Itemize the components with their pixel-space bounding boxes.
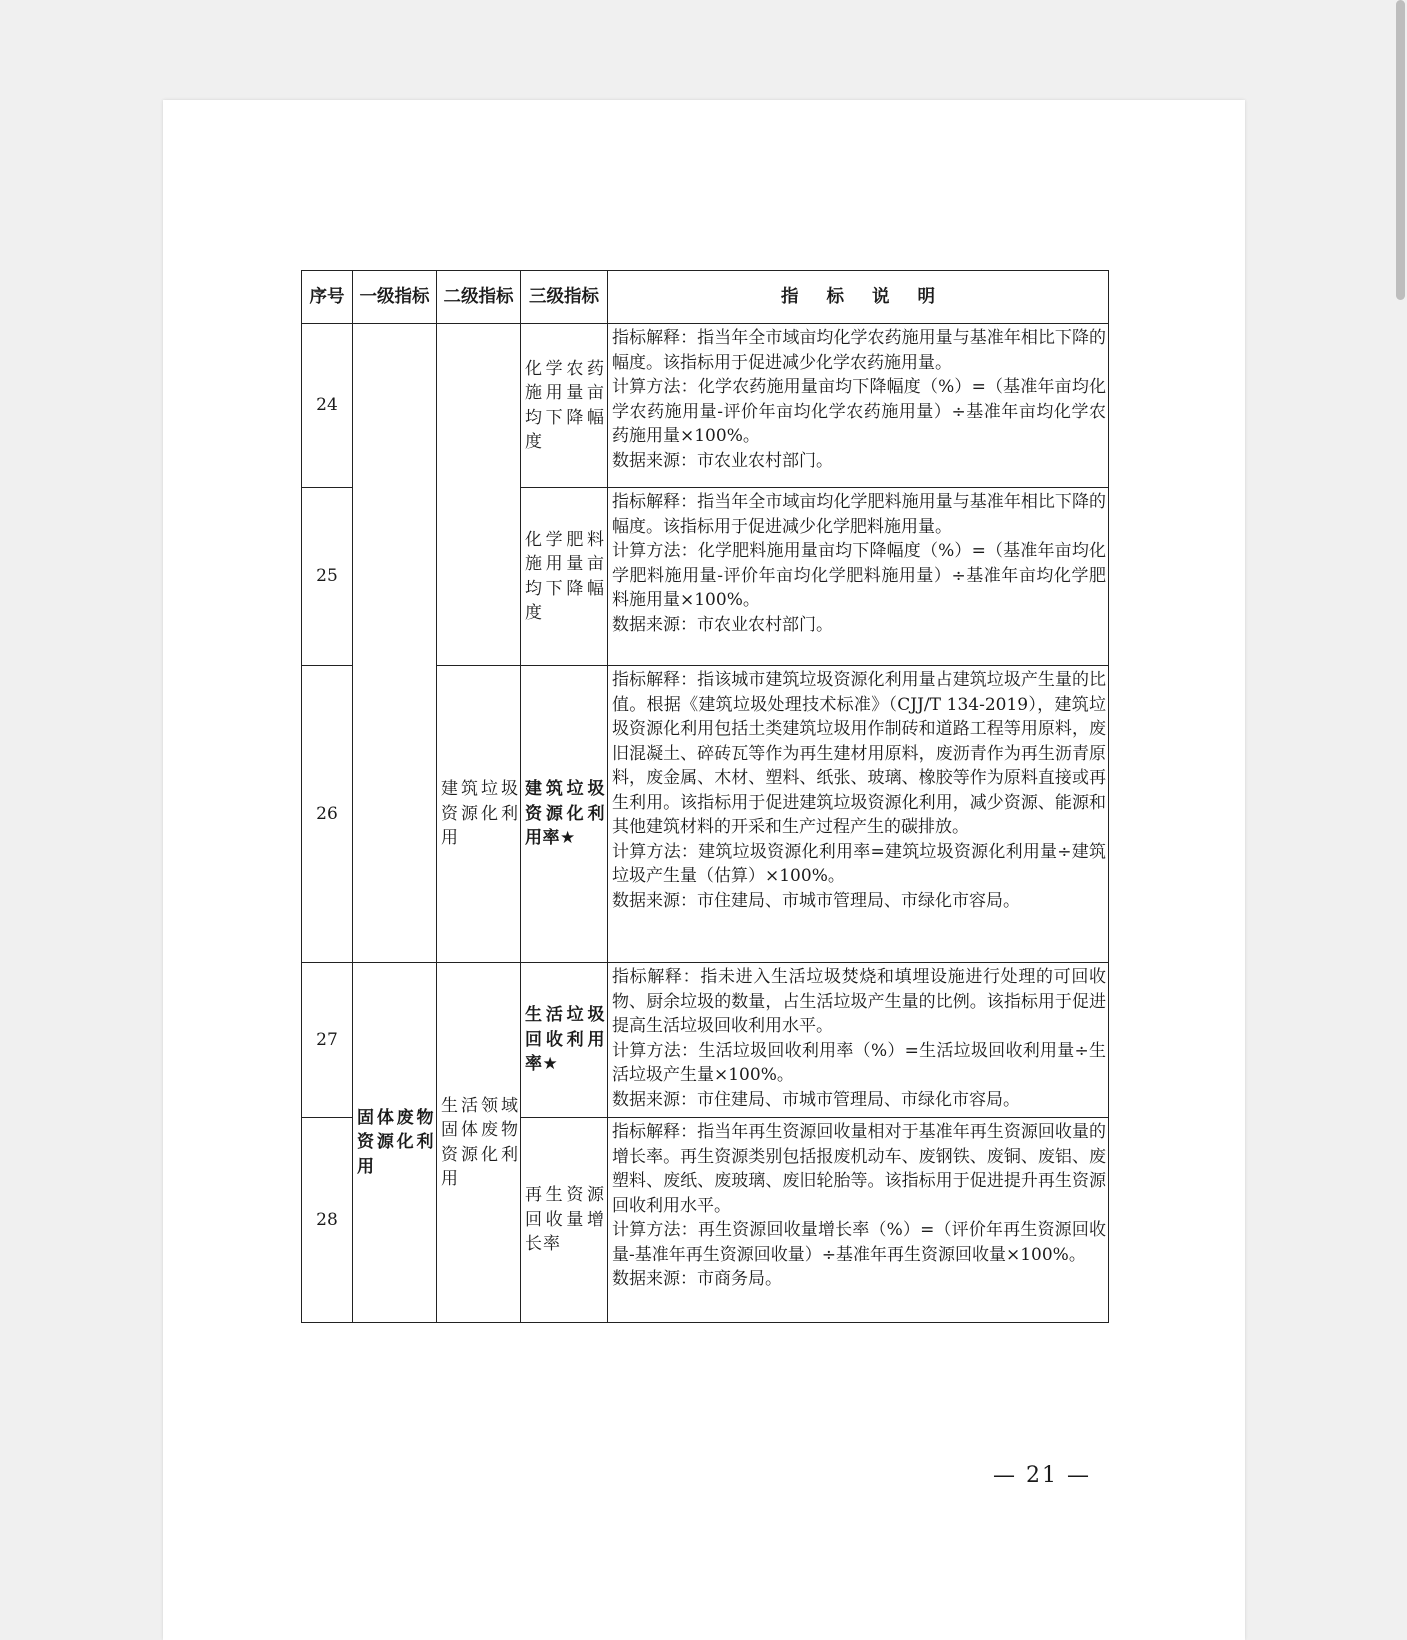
header-level3: 三级指标 <box>521 271 608 324</box>
calculation-method: 计算方法：生活垃圾回收利用率（%）=生活垃圾回收利用量÷生活垃圾产生量×100%。 <box>612 1040 1106 1085</box>
data-source: 数据来源：市住建局、市城市管理局、市绿化市容局。 <box>612 1089 1020 1110</box>
level3-cell: 化学肥料施用量亩均下降幅度 <box>521 488 608 666</box>
description-cell <box>608 324 1109 488</box>
indicator-explanation: 指标解释：指当年全市域亩均化学肥料施用量与基准年相比下降的幅度。该指标用于促进减少化学肥料施用量。 <box>612 492 1106 537</box>
description-cell <box>608 963 1109 1118</box>
calculation-method: 计算方法：化学肥料施用量亩均下降幅度（%）=（基准年亩均化学肥料施用量-评价年亩均化学肥料施用量）÷基准年亩均化学肥料施用量×100%。 <box>612 541 1106 610</box>
table-row <box>302 963 1109 1118</box>
indicator-explanation: 指标解释：指当年再生资源回收量相对于基准年再生资源回收量的增长率。再生资源类别包括报废机动车、废钢铁、废铜、废铝、废塑料、废纸、废玻璃、废旧轮胎等。该指标用于促进提升再生资源回收利用水平。 <box>612 1122 1106 1216</box>
data-source: 数据来源：市农业农村部门。 <box>612 450 833 471</box>
table-row <box>302 324 1109 488</box>
data-source: 数据来源：市商务局。 <box>612 1269 782 1289</box>
level1-cell: 固体废物资源化利用 <box>353 963 437 1323</box>
indicator-explanation: 指标解释：指该城市建筑垃圾资源化利用量占建筑垃圾产生量的比值。根据《建筑垃圾处理技术标准》（CJJ/T 134-2019），建筑垃圾资源化利用包括土类建筑垃圾用作制砖和道路工程等用原料，废旧混凝土、碎砖瓦等作为再生建材用原料，废沥青作为再生沥青原料，废金属、木材、塑料、纸张、玻璃、橡胶等作为原料直接或再生利用。该指标用于促进建筑垃圾资源化利用，减少资源、能源和其他建筑材料的开采和生产过程产生的碳排放。 <box>612 670 1106 837</box>
row-seq: 25 <box>302 488 353 666</box>
indicator-table <box>301 270 1109 1323</box>
calculation-method: 计算方法：化学农药施用量亩均下降幅度（%）=（基准年亩均化学农药施用量-评价年亩均化学农药施用量）÷基准年亩均化学农药施用量×100%。 <box>612 377 1106 446</box>
level3-cell-key: 生活垃圾回收利用率★ <box>521 963 608 1118</box>
level2-cell-empty <box>437 324 521 666</box>
header-level1: 一级指标 <box>353 271 437 324</box>
calculation-method: 计算方法：再生资源回收量增长率（%）=（评价年再生资源回收量-基准年再生资源回收量）÷基准年再生资源回收量×100%。 <box>612 1220 1106 1265</box>
data-source: 数据来源：市农业农村部门。 <box>612 614 833 635</box>
description-cell <box>608 666 1109 963</box>
level3-cell-key: 建筑垃圾资源化利用率★ <box>521 666 608 963</box>
level2-cell: 建筑垃圾资源化利用 <box>437 666 521 963</box>
page-number: — 21 — <box>993 1463 1091 1488</box>
row-seq: 27 <box>302 963 353 1118</box>
calculation-method: 计算方法：建筑垃圾资源化利用率=建筑垃圾资源化利用量÷建筑垃圾产生量（估算）×100%。 <box>612 841 1106 886</box>
level3-cell: 化学农药施用量亩均下降幅度 <box>521 324 608 488</box>
row-seq: 28 <box>302 1118 353 1323</box>
row-seq: 26 <box>302 666 353 963</box>
data-source: 数据来源：市住建局、市城市管理局、市绿化市容局。 <box>612 890 1020 911</box>
vertical-scrollbar[interactable] <box>1396 0 1405 300</box>
description-cell <box>608 488 1109 666</box>
document-page <box>163 100 1245 1640</box>
table-header-row <box>302 271 1109 324</box>
header-description: 指标说明 <box>608 271 1109 324</box>
level2-cell: 生活领域固体废物资源化利用 <box>437 963 521 1323</box>
indicator-explanation: 指标解释：指未进入生活垃圾焚烧和填埋设施进行处理的可回收物、厨余垃圾的数量，占生活垃圾产生量的比例。该指标用于促进提高生活垃圾回收利用水平。 <box>612 967 1106 1036</box>
header-level2: 二级指标 <box>437 271 521 324</box>
header-seq: 序号 <box>302 271 353 324</box>
row-seq: 24 <box>302 324 353 488</box>
level3-cell: 再生资源回收量增长率 <box>521 1118 608 1323</box>
description-cell <box>608 1118 1109 1323</box>
indicator-explanation: 指标解释：指当年全市域亩均化学农药施用量与基准年相比下降的幅度。该指标用于促进减少化学农药施用量。 <box>612 328 1106 373</box>
level1-cell-empty <box>353 324 437 963</box>
